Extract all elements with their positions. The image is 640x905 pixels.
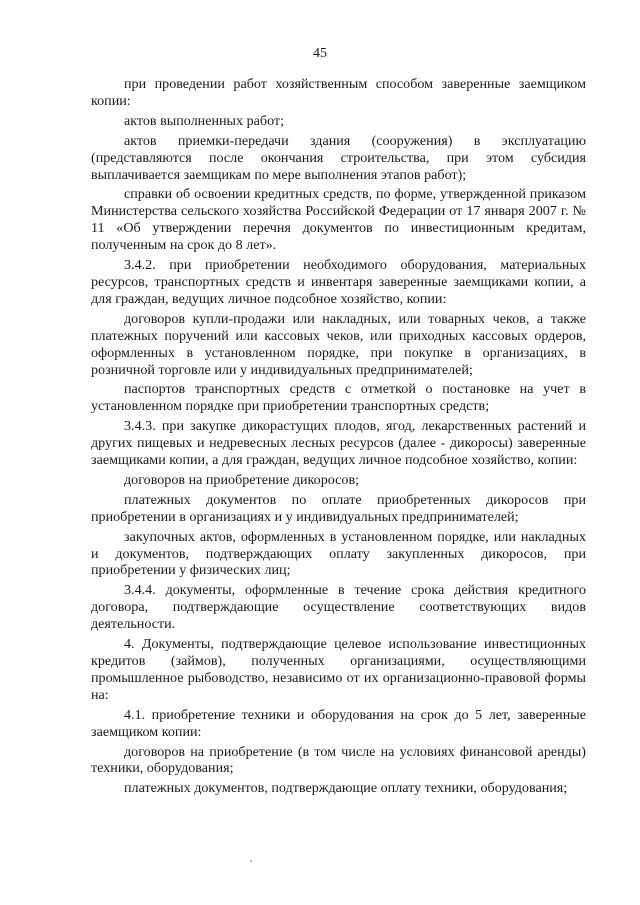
paragraph: актов выполненных работ; xyxy=(124,112,285,129)
paragraph: платежных документов, подтверждающие оплату техники, оборудования; xyxy=(124,780,568,797)
paragraph: договоров на приобретение дикоросов; xyxy=(124,471,360,488)
paragraph: закупочных актов, оформленных в установленном порядке, или накладных и документов, подтверждающих оплату закупленных дикоросов, при приобретении у физических лиц; xyxy=(91,528,586,579)
paragraph: договоров купли-продажи или накладных, или товарных чеков, а также платежных поручений или кассовых чеков, или приходных кассовых ордеров, оформленных в установленном порядке, при покупке в организациях, в розничной торговле или у индивидуальных предпринимателей; xyxy=(91,310,586,378)
paragraph: 4.1. приобретение техники и оборудования на срок до 5 лет, заверенные заемщиком копии: xyxy=(91,706,586,740)
paragraph: справки об освоении кредитных средств, по форме, утвержденной приказом Министерства сельского хозяйства Российской Федерации от 17 января 2007 г. № 11 «Об утверждении перечня документов по инвестиционным кредитам, полученным на срок до 8 лет». xyxy=(91,186,586,254)
paragraph: договоров на приобретение (в том числе на условиях финансовой аренды) техники, оборудования; xyxy=(91,743,586,777)
paragraph: актов приемки-передачи здания (сооружения) в эксплуатацию (представляются после окончания строительства, при этом субсидия выплачивается заемщикам по мере выполнения этапов работ); xyxy=(91,132,586,183)
paragraph: 3.4.2. при приобретении необходимого оборудования, материальных ресурсов, транспортных средств и инвентаря заверенные заемщиками копии, а для граждан, ведущих личное подсобное хозяйство, копии: xyxy=(91,257,586,307)
paragraph: при проведении работ хозяйственным способом заверенные заемщиком копии: xyxy=(91,76,586,109)
paragraph: платежных документов по оплате приобретенных дикоросов при приобретении в организациях и у индивидуальных предпринимателей; xyxy=(91,491,586,525)
paragraph: 4. Документы, подтверждающие целевое использование инвестиционных кредитов (займов), полученных организациями, осуществляющими промышленное рыбоводство, независимо от их организационно-правовой формы на: xyxy=(91,636,586,703)
scan-speck xyxy=(250,860,252,862)
paragraph: паспортов транспортных средств с отметкой о постановке на учет в установленном порядке при приобретении транспортных средств; xyxy=(91,381,586,415)
document-body xyxy=(91,76,586,797)
paragraph: 3.4.3. при закупке дикорастущих плодов, ягод, лекарственных растений и других пищевых и недревесных лесных ресурсов (далее - дикоросы) заверенные заемщиками копии, а для граждан, ведущих личное подсобное хозяйство, копии: xyxy=(91,418,586,469)
page-number: 45 xyxy=(313,46,327,61)
paragraph: 3.4.4. документы, оформленные в течение срока действия кредитного договора, подтверждающие осуществление соответствующих видов деятельности. xyxy=(91,582,586,633)
